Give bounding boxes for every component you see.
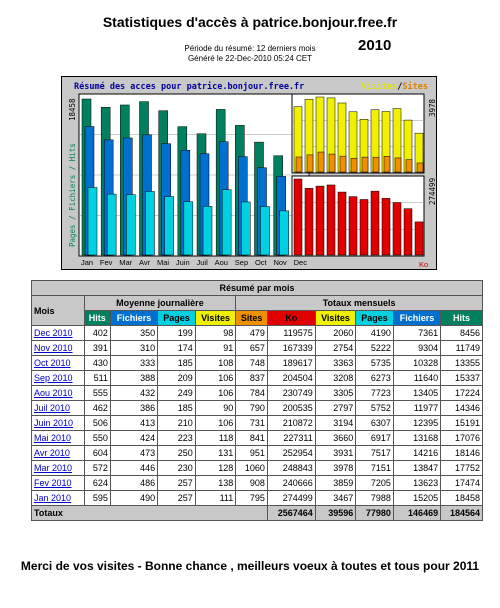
- table-row: [32, 461, 483, 476]
- table-cell: 388: [110, 371, 157, 386]
- left-axis-max: 18458: [68, 98, 77, 121]
- bar-sites: [318, 152, 324, 172]
- month-cell: [32, 341, 85, 356]
- table-cell: 490: [110, 491, 157, 506]
- table-cell: 17224: [441, 386, 483, 401]
- table-cell: 257: [158, 476, 196, 491]
- table-cell: 252954: [267, 446, 315, 461]
- month-link[interactable]: Oct 2010: [34, 358, 71, 368]
- table-cell: 7723: [356, 386, 394, 401]
- table-cell: 106: [195, 371, 235, 386]
- table-cell: 5735: [356, 356, 394, 371]
- bar-sites: [307, 155, 313, 172]
- table-cell: 2060: [315, 326, 355, 341]
- table-cell: 837: [236, 371, 268, 386]
- month-cell: [32, 326, 85, 341]
- table-cell: 227311: [267, 431, 315, 446]
- table-row: [32, 401, 483, 416]
- table-cell: 17752: [441, 461, 483, 476]
- table-cell: 3467: [315, 491, 355, 506]
- footer-message: Merci de vos visites - Bonne chance , meilleurs voeux à toutes et tous pour 2011: [20, 559, 480, 573]
- table-cell: 13623: [393, 476, 440, 491]
- bar-ko: [393, 203, 401, 255]
- bar-ko: [338, 192, 346, 255]
- table-cell: 91: [195, 341, 235, 356]
- graph-title: Résumé des acces pour patrice.bonjour.free.fr: [74, 82, 305, 92]
- col-daily-files: Fichiers: [110, 311, 157, 326]
- table-cell: 391: [84, 341, 110, 356]
- table-cell: 13847: [393, 461, 440, 476]
- table-cell: 446: [110, 461, 157, 476]
- group-daily: Moyenne journalière: [84, 296, 236, 311]
- month-cell: [32, 356, 85, 371]
- monthly-summary-table: [31, 280, 483, 521]
- col-total-pages: Pages: [356, 311, 394, 326]
- table-cell: 3194: [315, 416, 355, 431]
- table-row: [32, 416, 483, 431]
- bar-sites: [395, 158, 401, 172]
- month-tick-label: Juil: [196, 258, 208, 267]
- col-mois: Mois: [32, 296, 85, 326]
- table-cell: 106: [195, 416, 235, 431]
- month-cell: [32, 476, 85, 491]
- col-daily-pages: Pages: [158, 311, 196, 326]
- table-cell: 3931: [315, 446, 355, 461]
- table-cell: 106: [195, 386, 235, 401]
- table-cell: 473: [110, 446, 157, 461]
- table-cell: 6917: [356, 431, 394, 446]
- col-daily-visits: Visites: [195, 311, 235, 326]
- bar-ko: [316, 186, 324, 255]
- table-cell: 17076: [441, 431, 483, 446]
- table-cell: 550: [84, 431, 110, 446]
- month-tick-label: Juin: [175, 258, 190, 267]
- total-files: 146469: [393, 506, 440, 521]
- bar-ko: [382, 198, 390, 255]
- table-cell: 14346: [441, 401, 483, 416]
- month-tick-label: Fev: [99, 258, 113, 267]
- table-row: [32, 341, 483, 356]
- table-cell: 908: [236, 476, 268, 491]
- table-cell: 3305: [315, 386, 355, 401]
- table-cell: 131: [195, 446, 235, 461]
- table-cell: 230: [158, 461, 196, 476]
- legend-visits: Visites: [361, 82, 398, 92]
- bar-sites: [373, 157, 379, 172]
- month-cell: [32, 461, 85, 476]
- table-cell: 223: [158, 431, 196, 446]
- table-cell: 12395: [393, 416, 440, 431]
- month-cell: [32, 371, 85, 386]
- legend-sites: Sites: [402, 82, 428, 92]
- month-tick-label: Mar: [119, 258, 133, 267]
- table-cell: 167339: [267, 341, 315, 356]
- table-cell: 841: [236, 431, 268, 446]
- col-total-files: Fichiers: [393, 311, 440, 326]
- table-cell: 18458: [441, 491, 483, 506]
- period-label: Période du résumé: 12 derniers mois: [184, 44, 316, 53]
- table-row: [32, 431, 483, 446]
- table-caption: Résumé par mois: [32, 281, 483, 296]
- table-cell: 7361: [393, 326, 440, 341]
- month-link[interactable]: Aou 2010: [34, 388, 73, 398]
- month-link[interactable]: Mar 2010: [34, 463, 73, 473]
- table-cell: 248843: [267, 461, 315, 476]
- table-cell: 432: [110, 386, 157, 401]
- table-cell: 430: [84, 356, 110, 371]
- table-cell: 11977: [393, 401, 440, 416]
- table-cell: 18146: [441, 446, 483, 461]
- table-cell: 7517: [356, 446, 394, 461]
- table-cell: 98: [195, 326, 235, 341]
- table-cell: 2754: [315, 341, 355, 356]
- month-link[interactable]: Dec 2010: [34, 328, 73, 338]
- total-pages: 77980: [356, 506, 394, 521]
- month-link[interactable]: Fev 2010: [34, 478, 72, 488]
- table-cell: 572: [84, 461, 110, 476]
- bar-ko: [349, 197, 357, 255]
- bar-ko: [371, 191, 379, 255]
- table-cell: 13405: [393, 386, 440, 401]
- table-cell: 240666: [267, 476, 315, 491]
- bar-sites: [417, 163, 423, 172]
- col-ko: Ko: [267, 311, 315, 326]
- page-title: Statistiques d'accès à patrice.bonjour.free.fr: [102, 14, 398, 30]
- table-cell: 128: [195, 461, 235, 476]
- bar-ko: [305, 188, 313, 255]
- month-tick-label: Nov: [273, 258, 287, 267]
- group-monthly: Totaux mensuels: [236, 296, 483, 311]
- bar-ko: [360, 199, 368, 255]
- table-cell: 748: [236, 356, 268, 371]
- table-cell: 199: [158, 326, 196, 341]
- month-tick-label: Mai: [156, 258, 170, 267]
- month-tick-label: Dec: [293, 258, 307, 267]
- month-tick-label: Aou: [214, 258, 228, 267]
- table-cell: 189617: [267, 356, 315, 371]
- bar-pages: [184, 202, 193, 255]
- bar-pages: [126, 195, 135, 255]
- table-cell: 15337: [441, 371, 483, 386]
- table-cell: 111: [195, 491, 235, 506]
- bar-pages: [88, 187, 97, 255]
- totals-row: [32, 506, 483, 521]
- month-link[interactable]: Jan 2010: [34, 493, 72, 503]
- table-cell: 731: [236, 416, 268, 431]
- table-cell: 257: [158, 491, 196, 506]
- bar-sites: [296, 157, 302, 172]
- table-cell: 486: [110, 476, 157, 491]
- month-tick-label: Jan: [81, 258, 94, 267]
- table-cell: 8456: [441, 326, 483, 341]
- table-cell: 4190: [356, 326, 394, 341]
- bar-sites: [406, 160, 412, 172]
- table-cell: 386: [110, 401, 157, 416]
- bar-sites: [384, 156, 390, 172]
- month-tick-label: Oct: [254, 258, 267, 267]
- table-cell: 3978: [315, 461, 355, 476]
- table-cell: 204504: [267, 371, 315, 386]
- table-cell: 424: [110, 431, 157, 446]
- table-row: [32, 446, 483, 461]
- table-cell: 1060: [236, 461, 268, 476]
- col-daily-hits: Hits: [84, 311, 110, 326]
- bar-ko: [327, 185, 335, 255]
- month-link[interactable]: Mai 2010: [34, 433, 72, 443]
- chart-canvas: [62, 77, 438, 271]
- table-cell: 6307: [356, 416, 394, 431]
- bar-ko: [294, 179, 302, 255]
- table-cell: 333: [110, 356, 157, 371]
- generated-label: Généré le 22-Dec-2010 05:24 CET: [187, 54, 313, 63]
- table-cell: 3363: [315, 356, 355, 371]
- table-cell: 784: [236, 386, 268, 401]
- bar-pages: [280, 211, 289, 255]
- table-cell: 90: [195, 401, 235, 416]
- table-cell: 413: [110, 416, 157, 431]
- bar-ko: [404, 209, 412, 255]
- month-cell: [32, 386, 85, 401]
- bar-pages: [261, 207, 270, 255]
- table-cell: 15191: [441, 416, 483, 431]
- bar-sites: [340, 156, 346, 172]
- table-cell: 790: [236, 401, 268, 416]
- month-tick-label: Sep: [234, 258, 249, 267]
- month-cell: [32, 446, 85, 461]
- table-row: [32, 371, 483, 386]
- table-row: [32, 491, 483, 506]
- ko-label: Ko: [419, 260, 429, 269]
- table-cell: 951: [236, 446, 268, 461]
- month-link[interactable]: Avr 2010: [34, 448, 70, 458]
- table-cell: 7205: [356, 476, 394, 491]
- graph-legend: Visites/Sites: [361, 82, 428, 92]
- month-tick-label: Avr: [139, 258, 151, 267]
- col-sites: Sites: [236, 311, 268, 326]
- table-cell: 402: [84, 326, 110, 341]
- right-bottom-axis-max: 274499: [428, 177, 437, 205]
- table-cell: 555: [84, 386, 110, 401]
- table-cell: 624: [84, 476, 110, 491]
- table-cell: 210872: [267, 416, 315, 431]
- table-cell: 595: [84, 491, 110, 506]
- total-hits: 184564: [441, 506, 483, 521]
- table-cell: 3660: [315, 431, 355, 446]
- table-cell: 118: [195, 431, 235, 446]
- total-ko: 2567464: [267, 506, 315, 521]
- table-cell: 3208: [315, 371, 355, 386]
- table-cell: 310: [110, 341, 157, 356]
- table-cell: 506: [84, 416, 110, 431]
- bar-sites: [351, 158, 357, 172]
- table-cell: 249: [158, 386, 196, 401]
- month-cell: [32, 416, 85, 431]
- table-cell: 5752: [356, 401, 394, 416]
- bar-sites: [362, 157, 368, 172]
- table-cell: 7988: [356, 491, 394, 506]
- table-cell: 3859: [315, 476, 355, 491]
- table-cell: 174: [158, 341, 196, 356]
- table-cell: 13355: [441, 356, 483, 371]
- month-link[interactable]: Nov 2010: [34, 343, 73, 353]
- table-cell: 462: [84, 401, 110, 416]
- month-link[interactable]: Sep 2010: [34, 373, 73, 383]
- right-top-axis-max: 3978: [428, 98, 437, 117]
- table-cell: 5222: [356, 341, 394, 356]
- table-cell: 185: [158, 356, 196, 371]
- table-cell: 13168: [393, 431, 440, 446]
- month-cell: [32, 401, 85, 416]
- month-axis: [81, 258, 307, 267]
- col-total-hits: Hits: [441, 311, 483, 326]
- table-row: [32, 356, 483, 371]
- bar-pages: [165, 197, 174, 255]
- month-link[interactable]: Juin 2010: [34, 418, 74, 428]
- left-axis-label: Pages / Fichiers / Hits: [68, 143, 77, 247]
- table-row: [32, 476, 483, 491]
- bar-pages: [203, 206, 212, 255]
- table-cell: 11640: [393, 371, 440, 386]
- table-cell: 511: [84, 371, 110, 386]
- table-cell: 230749: [267, 386, 315, 401]
- table-cell: 10328: [393, 356, 440, 371]
- month-cell: [32, 431, 85, 446]
- table-cell: 9304: [393, 341, 440, 356]
- month-link[interactable]: Juil 2010: [34, 403, 71, 413]
- bar-pages: [107, 194, 116, 255]
- bar-ko: [415, 222, 423, 255]
- table-cell: 274499: [267, 491, 315, 506]
- table-cell: 2797: [315, 401, 355, 416]
- table-cell: 604: [84, 446, 110, 461]
- table-cell: 119575: [267, 326, 315, 341]
- table-cell: 350: [110, 326, 157, 341]
- month-cell: [32, 491, 85, 506]
- table-cell: 185: [158, 401, 196, 416]
- total-visits: 39596: [315, 506, 355, 521]
- totals-label: Totaux: [32, 506, 268, 521]
- period-info: [150, 44, 350, 64]
- table-cell: 108: [195, 356, 235, 371]
- table-cell: 210: [158, 416, 196, 431]
- table-row: [32, 326, 483, 341]
- monthly-summary-graph: [61, 76, 437, 270]
- table-cell: 657: [236, 341, 268, 356]
- table-cell: 6273: [356, 371, 394, 386]
- table-cell: 209: [158, 371, 196, 386]
- table-cell: 250: [158, 446, 196, 461]
- table-cell: 795: [236, 491, 268, 506]
- year-label: 2010: [358, 37, 392, 54]
- table-cell: 15205: [393, 491, 440, 506]
- table-cell: 17474: [441, 476, 483, 491]
- bar-sites: [329, 154, 335, 172]
- table-cell: 200535: [267, 401, 315, 416]
- table-cell: 7151: [356, 461, 394, 476]
- table-cell: 479: [236, 326, 268, 341]
- table-cell: 138: [195, 476, 235, 491]
- table-cell: 14216: [393, 446, 440, 461]
- table-row: [32, 386, 483, 401]
- bar-pages: [146, 191, 155, 255]
- col-total-visits: Visites: [315, 311, 355, 326]
- bar-pages: [241, 202, 250, 255]
- table-cell: 11749: [441, 341, 483, 356]
- bar-pages: [222, 190, 231, 255]
